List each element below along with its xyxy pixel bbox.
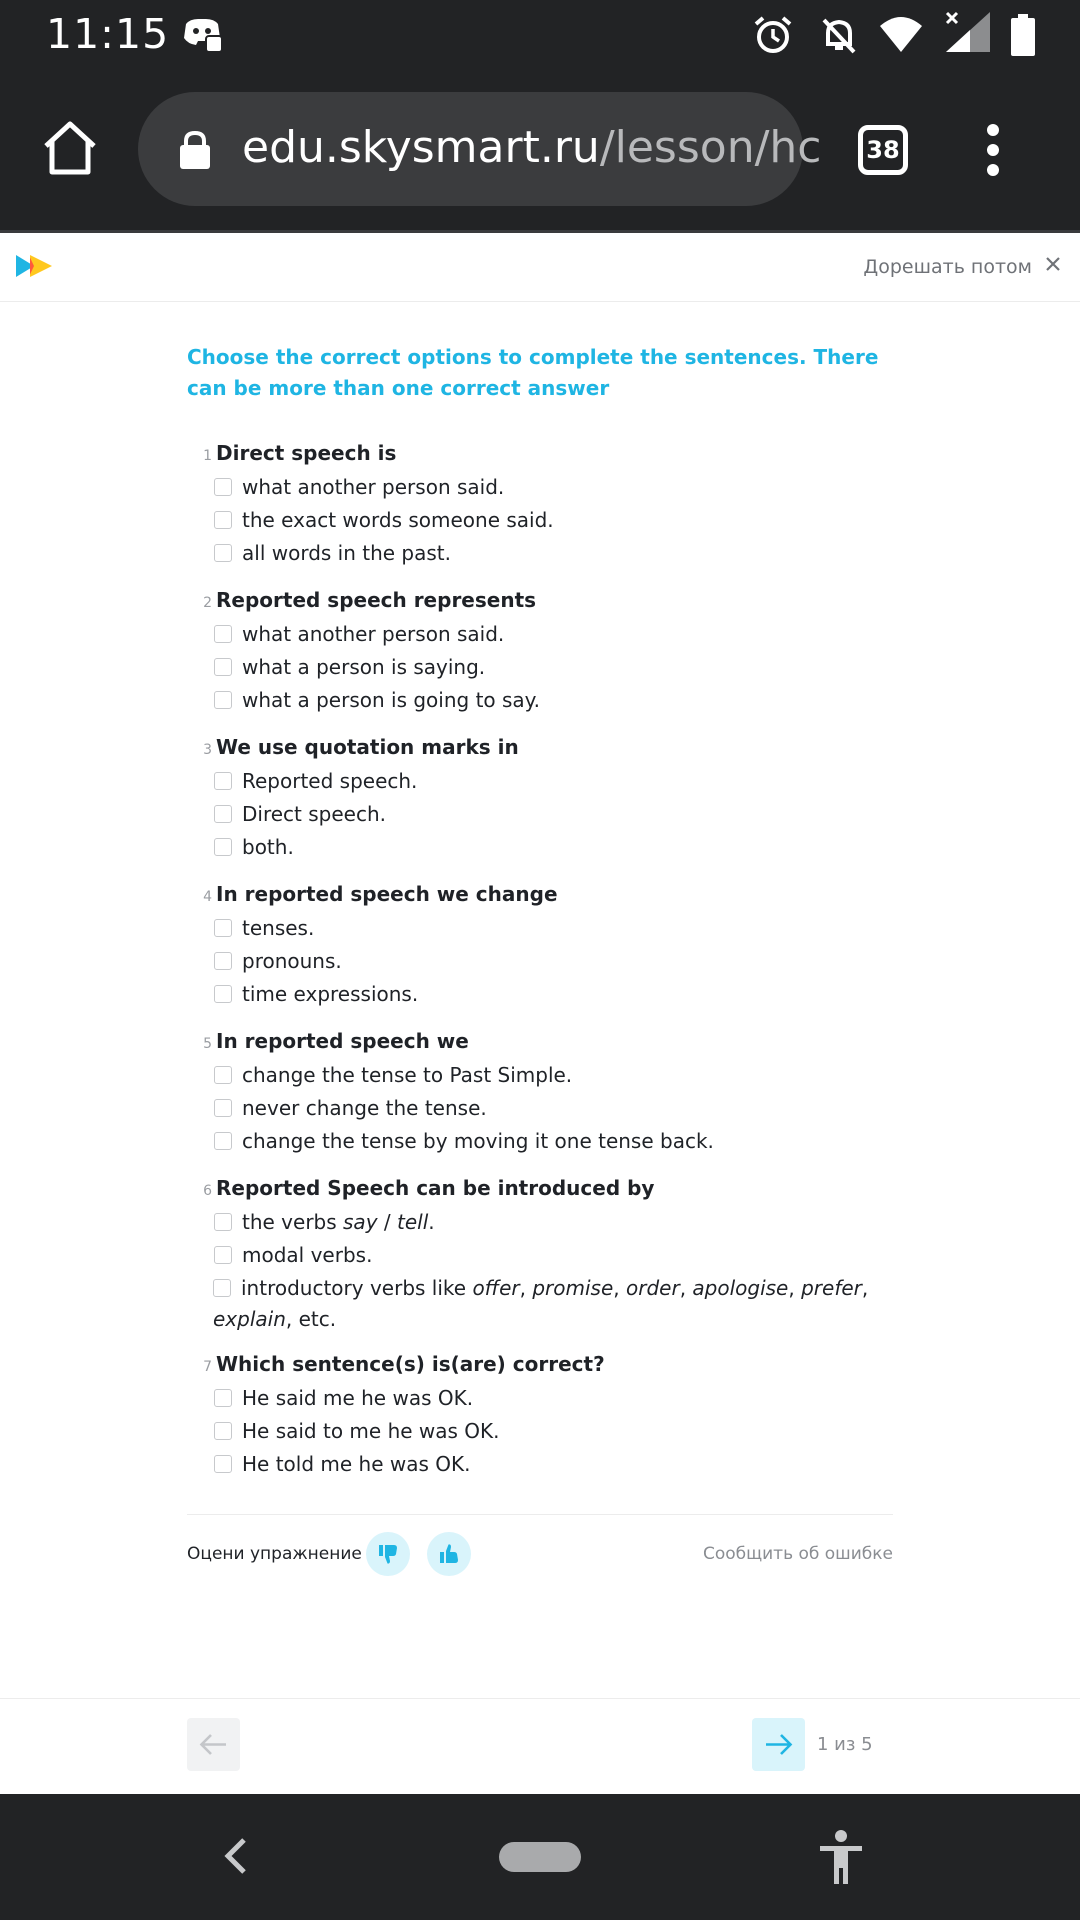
answer-option[interactable] [187, 913, 893, 946]
status-time: 11:15 [46, 10, 170, 58]
answer-option[interactable] [187, 472, 893, 505]
pager-divider [0, 1698, 1080, 1699]
answer-italic-word: prefer [801, 1276, 862, 1300]
question-item [187, 1169, 893, 1335]
question-number: 6 [203, 1183, 212, 1199]
browser-toolbar [0, 70, 1080, 230]
answer-option-text [213, 1276, 868, 1331]
more-options-icon[interactable] [985, 122, 1001, 182]
answer-checkbox[interactable] [213, 1279, 231, 1297]
answer-option-text: the exact words someone said. [242, 508, 554, 532]
question-header [187, 1022, 893, 1060]
answer-option[interactable] [187, 1449, 893, 1482]
question-number: 2 [203, 595, 212, 611]
question-title: Reported Speech can be introduced by [216, 1176, 655, 1200]
answer-checkbox[interactable] [214, 1455, 232, 1473]
answer-checkbox[interactable] [214, 1246, 232, 1264]
answer-text-part: introductory verbs like [241, 1276, 473, 1300]
answer-checkbox[interactable] [214, 1099, 232, 1117]
nav-back-icon[interactable] [222, 1836, 250, 1880]
answer-italic-word: say [343, 1210, 378, 1234]
next-page-button[interactable] [752, 1718, 805, 1771]
question-number: 7 [203, 1359, 212, 1375]
accessibility-icon[interactable] [818, 1830, 864, 1890]
solve-later-link[interactable]: Дорешать потом [863, 256, 1032, 278]
report-error-link[interactable]: Сообщить об ошибке [702, 1544, 893, 1564]
answer-option-text: change the tense by moving it one tense back. [242, 1129, 714, 1153]
answer-option[interactable] [187, 652, 893, 685]
question-number: 4 [203, 889, 212, 905]
question-number: 1 [203, 448, 212, 464]
answer-option[interactable] [187, 766, 893, 799]
answer-text-part: , etc. [285, 1307, 337, 1331]
answer-option-text: He told me he was OK. [242, 1452, 471, 1476]
answer-checkbox[interactable] [214, 952, 232, 970]
answer-option[interactable] [187, 685, 893, 718]
answer-italic-word: apologise [692, 1276, 789, 1300]
question-title: In reported speech we [216, 1029, 469, 1053]
answer-checkbox[interactable] [214, 919, 232, 937]
url-text[interactable] [242, 118, 822, 178]
answer-checkbox[interactable] [214, 1422, 232, 1440]
answer-option[interactable] [187, 538, 893, 571]
answer-option[interactable] [187, 1060, 893, 1093]
cellular-no-signal-icon [944, 10, 992, 58]
answer-option-text: what a person is going to say. [242, 688, 541, 712]
tab-switcher-button[interactable]: 38 [858, 125, 908, 175]
alarm-icon [752, 14, 794, 60]
question-title: Reported speech represents [216, 588, 537, 612]
question-number: 5 [203, 1036, 212, 1052]
answer-option[interactable] [186, 1273, 893, 1335]
question-item [187, 875, 893, 1012]
answer-checkbox[interactable] [214, 691, 232, 709]
answer-checkbox[interactable] [214, 772, 232, 790]
skysmart-logo-icon[interactable] [16, 253, 54, 283]
question-item [187, 434, 893, 571]
thumbs-up-button[interactable] [427, 1532, 471, 1576]
close-icon[interactable] [1044, 255, 1062, 277]
question-header [187, 581, 893, 619]
answer-checkbox[interactable] [214, 544, 232, 562]
answer-option-text: Reported speech. [242, 769, 418, 793]
answer-checkbox[interactable] [214, 1213, 232, 1231]
answer-checkbox[interactable] [214, 838, 232, 856]
answer-text-part: , [519, 1276, 533, 1300]
answer-option-text: what another person said. [242, 475, 505, 499]
question-item [187, 728, 893, 865]
answer-option-text: Direct speech. [242, 802, 386, 826]
arrow-right-icon [764, 1732, 793, 1757]
answer-italic-word: explain [213, 1307, 286, 1331]
answer-option[interactable] [187, 1093, 893, 1126]
answer-italic-word: promise [532, 1276, 614, 1300]
question-header [187, 728, 893, 766]
app-header [0, 233, 1080, 302]
answer-checkbox[interactable] [214, 1389, 232, 1407]
exercise-content [187, 342, 893, 1492]
answer-option-text: what another person said. [242, 622, 505, 646]
answer-option-text: change the tense to Past Simple. [242, 1063, 573, 1087]
home-icon[interactable] [40, 120, 100, 180]
footer-divider [187, 1514, 893, 1515]
answer-option[interactable] [187, 505, 893, 538]
previous-page-button[interactable] [187, 1718, 240, 1771]
answer-italic-word: offer [472, 1276, 520, 1300]
answer-checkbox[interactable] [214, 478, 232, 496]
answer-option[interactable] [187, 1383, 893, 1416]
question-item [187, 1345, 893, 1482]
answer-italic-word: tell [396, 1210, 429, 1234]
answer-option-text: modal verbs. [242, 1243, 373, 1267]
question-number: 3 [203, 742, 212, 758]
answer-checkbox[interactable] [214, 511, 232, 529]
answer-option-text: time expressions. [242, 982, 419, 1006]
question-header [187, 1345, 893, 1383]
answer-option-text: tenses. [242, 916, 315, 940]
answer-option-text: pronouns. [242, 949, 342, 973]
answer-option-text: what a person is saying. [242, 655, 486, 679]
rate-exercise-label: Оцени упражнение [187, 1544, 362, 1564]
answer-option-text: never change the tense. [242, 1096, 487, 1120]
answer-checkbox[interactable] [214, 985, 232, 1003]
address-bar[interactable] [138, 92, 822, 206]
answer-text-part: , [613, 1276, 626, 1300]
answer-option[interactable] [187, 619, 893, 652]
answer-text-part: / [377, 1210, 397, 1234]
question-item [187, 581, 893, 718]
answer-option-text: He said me he was OK. [242, 1386, 474, 1410]
answer-checkbox[interactable] [214, 805, 232, 823]
answer-option-text: both. [242, 835, 294, 859]
arrow-left-icon [199, 1732, 228, 1757]
url-path: /lesson/hc [599, 122, 822, 173]
url-domain: edu.skysmart.ru [242, 122, 600, 173]
thumbs-down-button[interactable] [366, 1532, 410, 1576]
question-header [187, 875, 893, 913]
lock-icon [178, 130, 212, 174]
answer-text-part: , [679, 1276, 693, 1300]
question-title: Which sentence(s) is(are) correct? [216, 1352, 605, 1376]
answer-option-text [242, 1207, 435, 1238]
answer-option[interactable] [187, 979, 893, 1012]
system-nav-bar [0, 1794, 1080, 1920]
answer-italic-word: order [626, 1276, 680, 1300]
question-header [187, 434, 893, 472]
question-item [187, 1022, 893, 1159]
answer-option-text: all words in the past. [242, 541, 452, 565]
wifi-icon [878, 14, 924, 58]
question-list [187, 434, 893, 1482]
answer-text-part: , [788, 1276, 802, 1300]
answer-text-part: the verbs [242, 1210, 344, 1234]
answer-option[interactable] [187, 799, 893, 832]
answer-checkbox[interactable] [214, 1066, 232, 1084]
answer-checkbox[interactable] [214, 1132, 232, 1150]
answer-option[interactable] [187, 946, 893, 979]
answer-checkbox[interactable] [214, 658, 232, 676]
thumbs-up-icon [438, 1543, 460, 1565]
answer-checkbox[interactable] [214, 625, 232, 643]
answer-option[interactable] [187, 1207, 893, 1240]
question-header [187, 1169, 893, 1207]
answer-option[interactable] [187, 1240, 893, 1273]
exercise-instruction: Choose the correct options to complete the sentences. There can be more than one correct answer [187, 345, 879, 400]
question-title: In reported speech we change [216, 882, 558, 906]
answer-option-text: He said to me he was OK. [242, 1419, 500, 1443]
thumbs-down-icon [377, 1543, 399, 1565]
nav-home-pill[interactable] [499, 1842, 581, 1872]
answer-option[interactable] [187, 1126, 893, 1159]
question-title: Direct speech is [216, 441, 397, 465]
notifications-off-icon [818, 14, 860, 60]
question-title: We use quotation marks in [216, 735, 519, 759]
answer-text-part: , [861, 1276, 869, 1300]
answer-text-part: . [428, 1210, 435, 1234]
status-bar [0, 0, 1080, 70]
answer-option[interactable] [187, 832, 893, 865]
discord-icon [180, 16, 224, 58]
answer-option[interactable] [187, 1416, 893, 1449]
battery-icon [1010, 14, 1036, 60]
page-counter: 1 из 5 [817, 1734, 873, 1755]
